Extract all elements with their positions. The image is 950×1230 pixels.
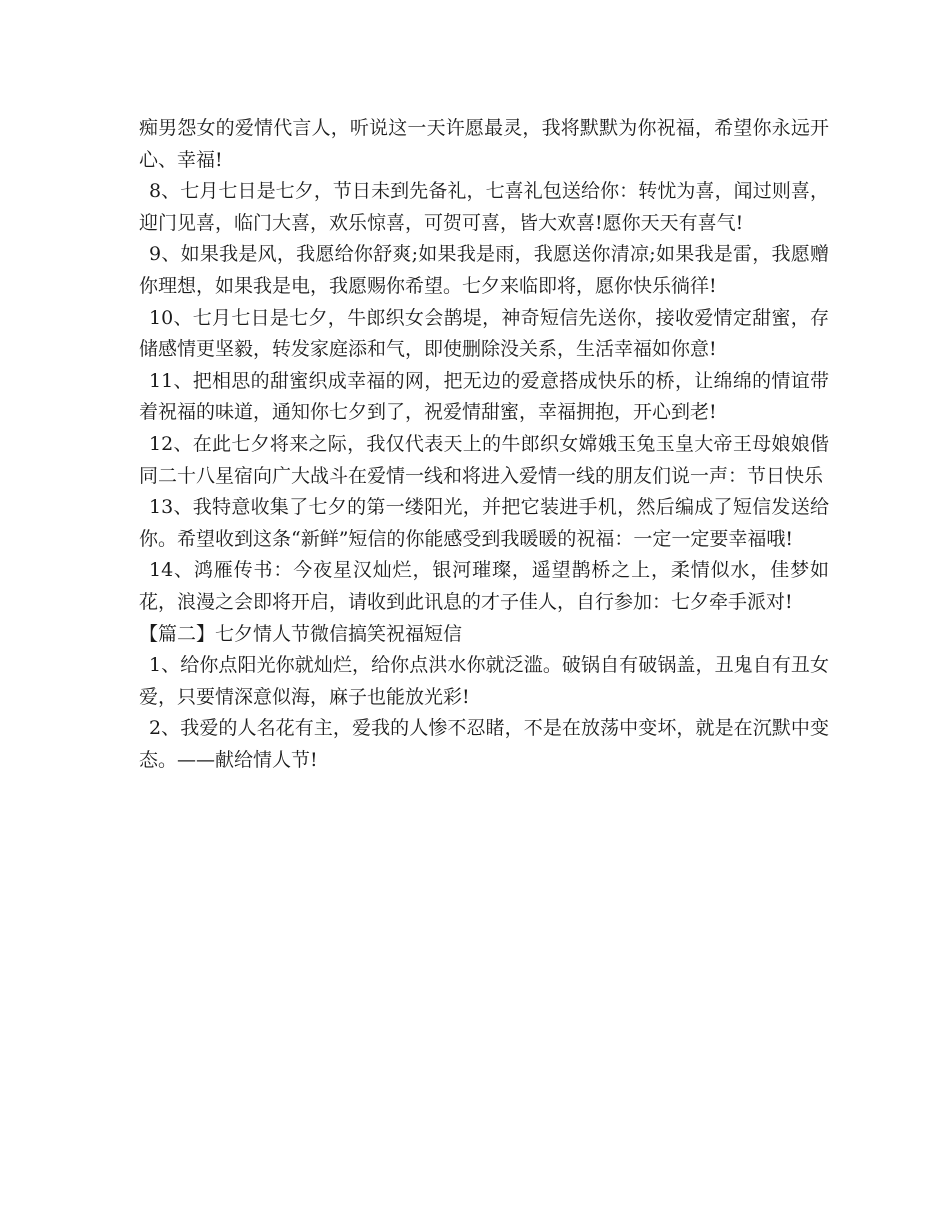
paragraph-item-12: 12、在此七夕将来之际，我仅代表天上的牛郎织女嫦娥玉兔玉皇大帝王母娘娘偕同二十八星宿向广大战斗在爱情一线和将进入爱情一线的朋友们说一声：节日快乐 — [139, 432, 829, 487]
paragraph-item-9: 9、如果我是风，我愿给你舒爽;如果我是雨，我愿送你清凉;如果我是雷，我愿赠你理想，如果我是电，我愿赐你希望。七夕来临即将，愿你快乐徜徉! — [139, 243, 829, 297]
paragraph-item-2: 2、我爱的人名花有主，爱我的人惨不忍睹，不是在放荡中变坏，就是在沉默中变态。——献给情人节! — [139, 717, 829, 771]
paragraph-item-13: 13、我特意收集了七夕的第一缕阳光，并把它装进手机，然后编成了短信发送给你。希望收到这条“新鲜”短信的你能感受到我暖暖的祝福：一定一定要幸福哦! — [139, 496, 829, 550]
paragraph-item-1: 1、给你点阳光你就灿烂，给你点洪水你就泛滥。破锅自有破锅盖，丑鬼自有丑女爱，只要情深意似海，麻子也能放光彩! — [139, 654, 829, 708]
paragraph-item-11: 11、把相思的甜蜜织成幸福的网，把无边的爱意搭成快乐的桥，让绵绵的情谊带着祝福的味道，通知你七夕到了，祝爱情甜蜜，幸福拥抱，开心到老! — [139, 369, 829, 424]
document-page — [139, 113, 829, 776]
section-heading: 【篇二】七夕情人节微信搞笑祝福短信 — [139, 622, 463, 645]
paragraph-item-10: 10、七月七日是七夕，牛郎织女会鹊堤，神奇短信先送你，接收爱情定甜蜜，存储感情更坚毅，转发家庭添和气，即使删除没关系，生活幸福如你意! — [139, 306, 829, 361]
paragraph-item-8: 8、七月七日是七夕，节日未到先备礼，七喜礼包送给你：转忧为喜，闻过则喜，迎门见喜，临门大喜，欢乐惊喜，可贺可喜，皆大欢喜!愿你天天有喜气! — [139, 180, 829, 234]
paragraph-continuation: 痴男怨女的爱情代言人，听说这一天许愿最灵，我将默默为你祝福，希望你永远开心、幸福! — [139, 117, 829, 171]
paragraph-item-14: 14、鸿雁传书：今夜星汉灿烂，银河璀璨，遥望鹊桥之上，柔情似水，佳梦如花，浪漫之会即将开启，请收到此讯息的才子佳人，自行参加：七夕牵手派对! — [139, 559, 829, 613]
